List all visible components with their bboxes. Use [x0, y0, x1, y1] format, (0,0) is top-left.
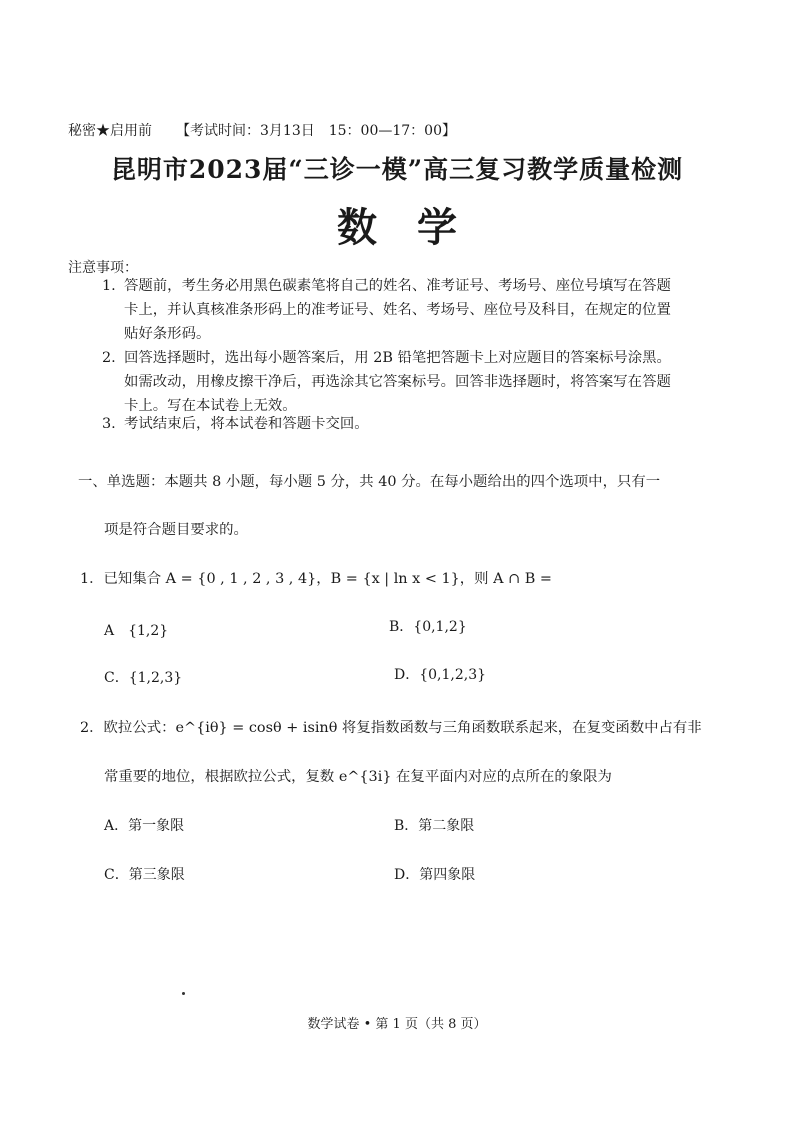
- notice-item-text: 回答选择题时，选出每小题答案后，用 2B 铅笔把答题卡上对应题目的答案标号涂黑。如需改动，用橡皮擦干净后，再选涂其它答案标号。回答非选择题时，将答案写在答题卡上。写在本试卷上无效。: [124, 350, 671, 414]
- subject-title: 数学: [337, 204, 497, 251]
- q2-option-b: B．第二象限: [394, 818, 475, 834]
- q1-option-d: D．{0,1,2,3}: [394, 667, 487, 683]
- q2-option-a: A．第一象限: [104, 818, 185, 834]
- section-heading: 一、单选题：本题共 8 小题，每小题 5 分，共 40 分。在每小题给出的四个选项中，只有一: [78, 474, 661, 490]
- exam-header-meta: [68, 120, 456, 140]
- exam-time: 【考试时间：3月13日 15：00—17：00】: [176, 123, 456, 139]
- section-heading-continued: 项是符合题目要求的。: [104, 522, 248, 538]
- scan-speck: [182, 992, 185, 995]
- notice-item-number: 3.: [102, 416, 116, 432]
- notice-item-text: 考试结束后，将本试卷和答题卡交回。: [124, 416, 369, 432]
- q1-option-c: C．{1,2,3}: [104, 670, 183, 686]
- exam-title: 昆明市2023届“三诊一模”高三复习教学质量检测: [110, 155, 684, 184]
- notice-item: [102, 274, 684, 346]
- notice-item-number: 2.: [102, 350, 116, 366]
- q1-option-b: B．{0,1,2}: [389, 619, 467, 635]
- notice-item-text: 答题前，考生务必用黑色碳素笔将自己的姓名、准考证号、考场号、座位号填写在答题卡上，并认真核准条形码上的准考证号、姓名、考场号、座位号及科目，在规定的位置贴好条形码。: [124, 278, 671, 342]
- question-2-stem-line1: 2．欧拉公式：e^{iθ} = cosθ + isinθ 将复指数函数与三角函数联系起来，在复变函数中占有非: [80, 720, 702, 736]
- secret-label: 秘密★启用前: [68, 123, 152, 139]
- page-footer: 数学试卷 • 第 1 页（共 8 页）: [307, 1017, 487, 1032]
- notice-heading: 注意事项：: [68, 260, 138, 276]
- q1-option-a: A {1,2}: [104, 623, 169, 639]
- question-2-stem-line2: 常重要的地位，根据欧拉公式，复数 e^{3i} 在复平面内对应的点所在的象限为: [104, 769, 612, 785]
- question-1-stem: 1．已知集合 A = {0 , 1 , 2 , 3 , 4}，B = {x | ln x < 1}，则 A ∩ B =: [80, 571, 552, 587]
- notice-item: [102, 346, 684, 418]
- notice-item-number: 1.: [102, 278, 116, 294]
- q2-option-d: D．第四象限: [394, 867, 476, 883]
- q2-option-c: C．第三象限: [104, 867, 185, 883]
- notice-item: [102, 412, 684, 436]
